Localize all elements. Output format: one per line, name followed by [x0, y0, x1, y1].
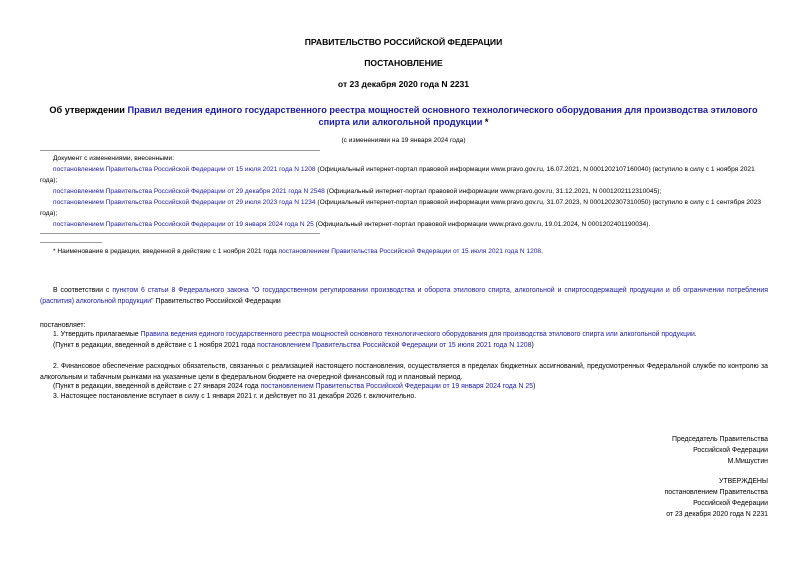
- amendment-details: (Официальный интернет-портал правовой информации www.pravo.gov.ru, 16.07.2021, N 0001202107160040) (вступило в силу с 1 ноября 2021 года);: [40, 166, 755, 184]
- signature-position: Председатель Правительства: [672, 436, 768, 443]
- approved-by: постановлением Правительства: [664, 489, 768, 496]
- amendment-item: [40, 186, 770, 197]
- signature-block: [540, 434, 768, 467]
- preamble-text-end: Правительство Российской Федерации: [153, 298, 281, 305]
- point-1-note-text: (Пункт в редакции, введенной в действие с 1 ноября 2021 года: [53, 342, 258, 349]
- approved-block: [540, 476, 768, 520]
- title-rules-link[interactable]: Правил ведения единого государственного реестра мощностей основного технологического оборудования для производства этилового спирта или алкогольной продукции: [127, 105, 758, 127]
- changes-note: (с изменениями на 19 января 2024 года): [341, 137, 466, 144]
- amendment-link[interactable]: постановлением Правительства Российской Федерации от 15 июля 2021 года N 1208: [53, 166, 316, 173]
- signature-name: М.Мишустин: [727, 458, 768, 465]
- amendment-link[interactable]: постановлением Правительства Российской Федерации от 29 декабря 2021 года N 2548: [53, 188, 325, 195]
- amendment-link[interactable]: постановлением Правительства Российской Федерации от 19 января 2024 года N 25: [53, 221, 314, 228]
- amendment-item: [40, 164, 770, 186]
- amendment-details: (Официальный интернет-портал правовой информации www.pravo.gov.ru, 31.07.2023, N 0001202307310050) (вступило в силу с 1 сентября 2023 года);: [40, 199, 762, 217]
- footnote-text: * Наименование в редакции, введенной в действие с 1 ноября 2021 года: [53, 248, 279, 255]
- amendments-intro: Документ с изменениями, внесенными:: [53, 155, 175, 162]
- point-2-note-link[interactable]: постановлением Правительства Российской Федерации от 19 января 2024 года N 25: [260, 383, 534, 390]
- preamble-text: В соответствии с: [53, 287, 113, 294]
- amendment-details: (Официальный интернет-портал правовой информации www.pravo.gov.ru, 31.12.2021, N 0001202112310045);: [324, 188, 662, 195]
- signature-organization: Российской Федерации: [693, 447, 768, 454]
- document-title: [40, 104, 767, 128]
- amendment-item: [40, 219, 770, 230]
- point-2-note-end: ): [533, 383, 536, 390]
- point-1: [53, 329, 773, 340]
- title-prefix: Об утверждении: [49, 105, 128, 115]
- amendments-bottom-divider: [40, 233, 320, 234]
- footnote-divider: [40, 242, 102, 243]
- point-1-note-link[interactable]: постановлением Правительства Российской Федерации от 15 июля 2021 года N 1208: [257, 342, 532, 349]
- point-3: 3. Настоящее постановление вступает в силу с 1 января 2021 г. и действует по 31 декабря 2026 г. включительно.: [53, 393, 417, 400]
- point-1-note: [53, 340, 773, 351]
- point-1-text: 1. Утвердить прилагаемые: [53, 331, 141, 338]
- point-1-rules-link[interactable]: Правила ведения единого государственного реестра мощностей основного технологического оборудования для производства этилового спирта или алкогольной продукции: [140, 331, 695, 338]
- amendments-list: [40, 153, 770, 230]
- point-2-note-text: (Пункт в редакции, введенной в действие с 27 января 2024 года: [53, 383, 261, 390]
- preamble: [40, 285, 768, 307]
- amendments-top-divider: [40, 150, 320, 151]
- point-1-note-end: ): [531, 342, 534, 349]
- title-suffix: *: [482, 117, 489, 127]
- approved-organization: Российской Федерации: [693, 500, 768, 507]
- federal-law-link[interactable]: пунктом 6 статьи 8 Федерального закона "О государственном регулировании производства и оборота этилового спирта, алкогольной и спиртосодержащей продукции и об ограничении потребления (распития) алкогольной продукции": [40, 287, 768, 305]
- approved-date-number: от 23 декабря 2020 года N 2231: [666, 511, 768, 518]
- footnote: [53, 246, 773, 257]
- approved-heading: УТВЕРЖДЕНЫ: [719, 478, 768, 485]
- amendment-details: (Официальный интернет-портал правовой информации www.pravo.gov.ru, 19.01.2024, N 0001202401190034).: [313, 221, 651, 228]
- point-1-end: .: [694, 331, 697, 338]
- document-date-number: от 23 декабря 2020 года N 2231: [337, 79, 470, 89]
- amendment-item: [40, 197, 770, 219]
- amendment-link[interactable]: постановлением Правительства Российской Федерации от 29 июля 2023 года N 1234: [53, 199, 316, 206]
- footnote-link[interactable]: постановлением Правительства Российской Федерации от 15 июля 2021 года N 1208: [278, 248, 542, 255]
- document-type-heading: ПОСТАНОВЛЕНИЕ: [364, 58, 443, 68]
- point-2: 2. Финансовое обеспечение расходных обязательств, связанных с реализацией настоящего постановления, осуществляется в пределах бюджетных ассигнований, предусмотренных Федеральной службе по контролю за алкогольным и табачным рынками на указанные цели в федеральном бюджете на очередной финансовый год и плановый период.: [40, 363, 768, 381]
- footnote-end: .: [541, 248, 543, 255]
- government-heading: ПРАВИТЕЛЬСТВО РОССИЙСКОЙ ФЕДЕРАЦИИ: [304, 37, 503, 47]
- resolves-word: постановляет:: [40, 322, 86, 329]
